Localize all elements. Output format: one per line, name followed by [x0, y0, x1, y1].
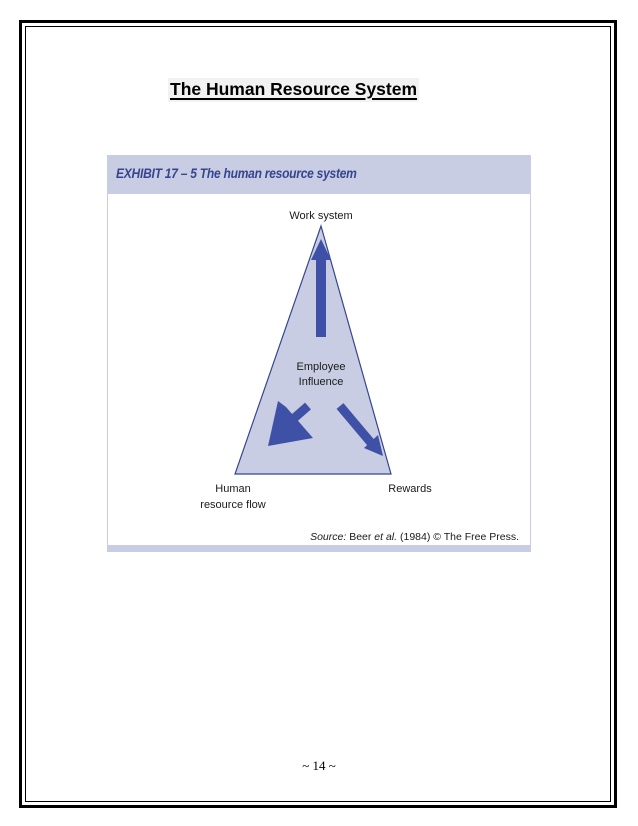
source-etal: et al. — [374, 531, 398, 543]
exhibit-figure — [107, 155, 531, 552]
page-heading: The Human Resource System — [168, 78, 419, 102]
label-influence: Influence — [298, 376, 344, 388]
source-rest: (1984) © The Free Press. — [397, 531, 519, 543]
label-resource-flow: resource flow — [200, 499, 266, 511]
label-human: Human — [215, 483, 251, 495]
page-number: ~ 14 ~ — [302, 758, 336, 773]
hr-system-diagram — [108, 156, 530, 551]
source-author: Beer — [346, 531, 375, 543]
exhibit-bottom-bar — [108, 545, 530, 551]
label-employee: Employee — [296, 361, 346, 373]
label-rewards: Rewards — [388, 483, 432, 495]
source-prefix: Source: — [310, 531, 347, 543]
source-line — [310, 531, 519, 543]
exhibit-title: EXHIBIT 17 – 5 The human resource system — [116, 165, 357, 181]
label-work-system: Work system — [289, 210, 353, 222]
